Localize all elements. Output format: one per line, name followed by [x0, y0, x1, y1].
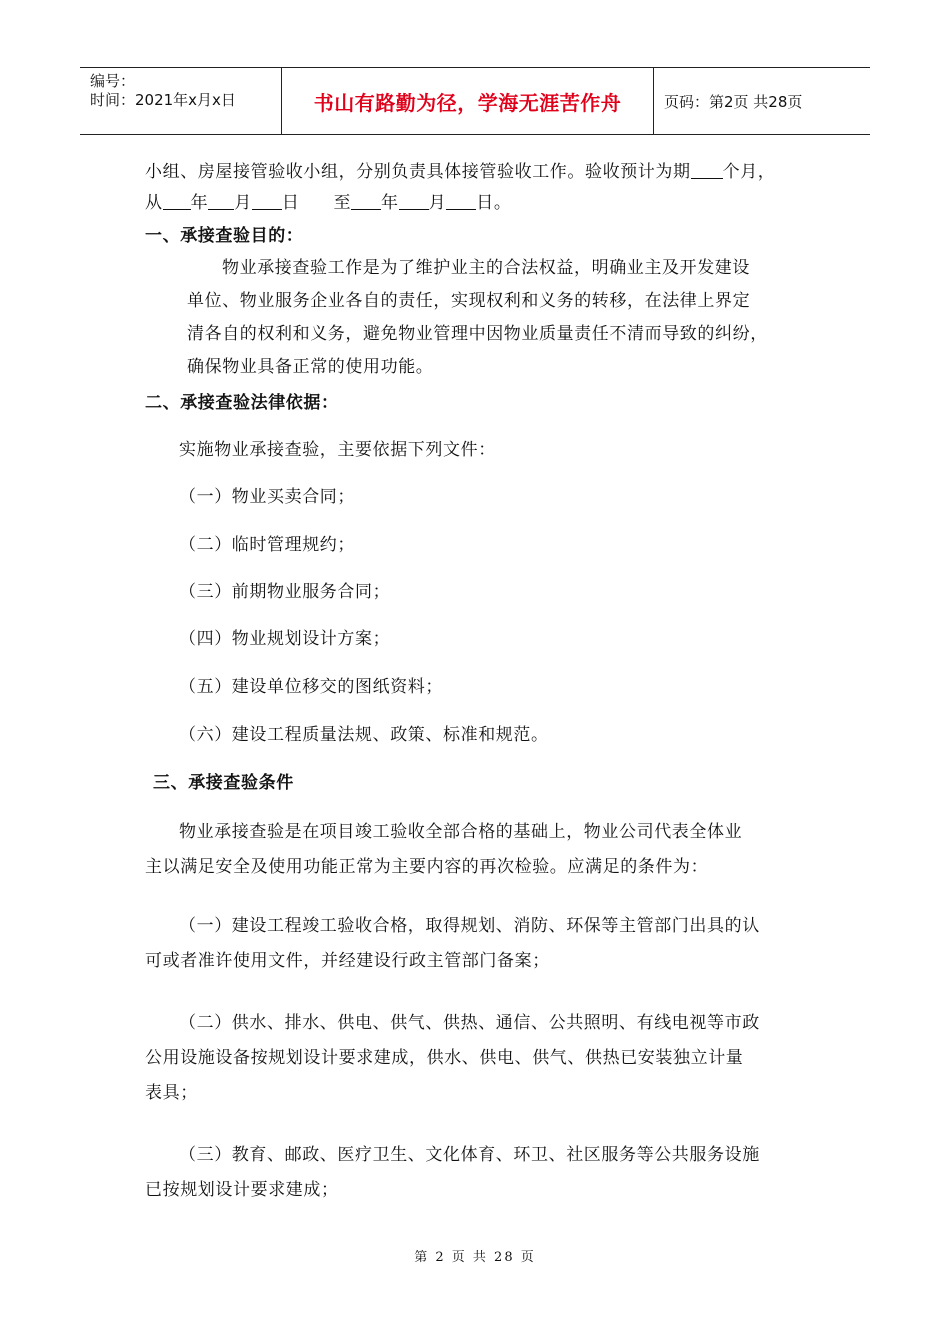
intro-text-1-end: 个月， — [722, 162, 776, 182]
blank-year-from — [163, 191, 191, 210]
blank-month-to — [399, 191, 429, 210]
header-motto: 书山有路勤为径，学海无涯苦作舟 — [282, 68, 654, 134]
section-1-title: 一、承接查验目的： — [145, 226, 304, 246]
section-1-paragraph-line-1: 物业承接查验工作是为了维护业主的合法权益，明确业主及开发建设 — [222, 258, 750, 278]
intro-year-1: 年 — [190, 193, 209, 213]
intro-text-1: 小组、房屋接管验收小组，分别负责具体接管验收工作。验收预计为期 — [145, 162, 691, 182]
condition-2-line-1: （二）供水、排水、供电、供气、供热、通信、公共照明、有线电视等市政 — [179, 1013, 760, 1033]
intro-to: 至 — [333, 193, 352, 213]
intro-from: 从 — [145, 193, 163, 213]
section-2-item: （一）物业买卖合同； — [179, 487, 355, 507]
blank-day-from — [252, 191, 282, 210]
intro-day-1: 日 — [281, 193, 300, 213]
blank-months — [691, 160, 723, 179]
intro-day-2: 日。 — [476, 193, 512, 213]
condition-3-line-2: 已按规划设计要求建成； — [145, 1180, 339, 1200]
intro-line-1 — [145, 160, 775, 184]
blank-year-to — [351, 191, 381, 210]
section-2-item: （六）建设工程质量法规、政策、标准和规范。 — [179, 725, 549, 745]
page-footer: 第 2 页 共 28 页 — [414, 1250, 536, 1265]
section-1-paragraph-line-4: 确保物业具备正常的使用功能。 — [187, 357, 434, 377]
condition-2-line-2: 公用设施设备按规划设计要求建成，供水、供电、供气、供热已安装独立计量 — [145, 1048, 744, 1068]
condition-3-line-1: （三）教育、邮政、医疗卫生、文化体育、环卫、社区服务等公共服务设施 — [179, 1145, 760, 1165]
section-1-paragraph-line-3: 清各自的权利和义务，避免物业管理中因物业质量责任不清而导致的纠纷， — [187, 324, 768, 344]
condition-1-line-1: （一）建设工程竣工验收合格，取得规划、消防、环保等主管部门出具的认 — [179, 916, 760, 936]
section-1-paragraph-line-2: 单位、物业服务企业各自的责任，实现权利和义务的转移，在法律上界定 — [187, 291, 751, 311]
section-2-item: （三）前期物业服务合同； — [179, 582, 391, 602]
blank-month-from — [208, 191, 234, 210]
section-3-paragraph-line-1: 物业承接查验是在项目竣工验收全部合格的基础上，物业公司代表全体业 — [179, 822, 743, 842]
section-2-item: （五）建设单位移交的图纸资料； — [179, 677, 443, 697]
intro-month-2: 月 — [428, 193, 447, 213]
condition-1-line-2: 可或者准许使用文件，并经建设行政主管部门备案； — [145, 951, 550, 971]
section-3-paragraph-line-2: 主以满足安全及使用功能正常为主要内容的再次检验。应满足的条件为： — [145, 857, 709, 877]
section-2-intro: 实施物业承接查验，主要依据下列文件： — [179, 440, 496, 460]
intro-month-1: 月 — [234, 193, 252, 213]
intro-line-2 — [145, 191, 511, 215]
number-label: 编号： — [90, 72, 136, 90]
section-2-item: （二）临时管理规约； — [179, 535, 355, 555]
time-label: 时间：2021年x月x日 — [90, 91, 236, 109]
blank-day-to — [446, 191, 476, 210]
header-meta — [80, 68, 282, 134]
intro-year-2: 年 — [381, 193, 399, 213]
section-3-title: 三、承接查验条件 — [153, 773, 294, 793]
header-page-info: 页码：第2页 共28页 — [664, 92, 803, 111]
section-2-title: 二、承接查验法律依据： — [145, 393, 339, 413]
condition-2-line-3: 表具； — [145, 1083, 198, 1103]
page-header — [80, 67, 870, 135]
section-2-item: （四）物业规划设计方案； — [179, 629, 391, 649]
